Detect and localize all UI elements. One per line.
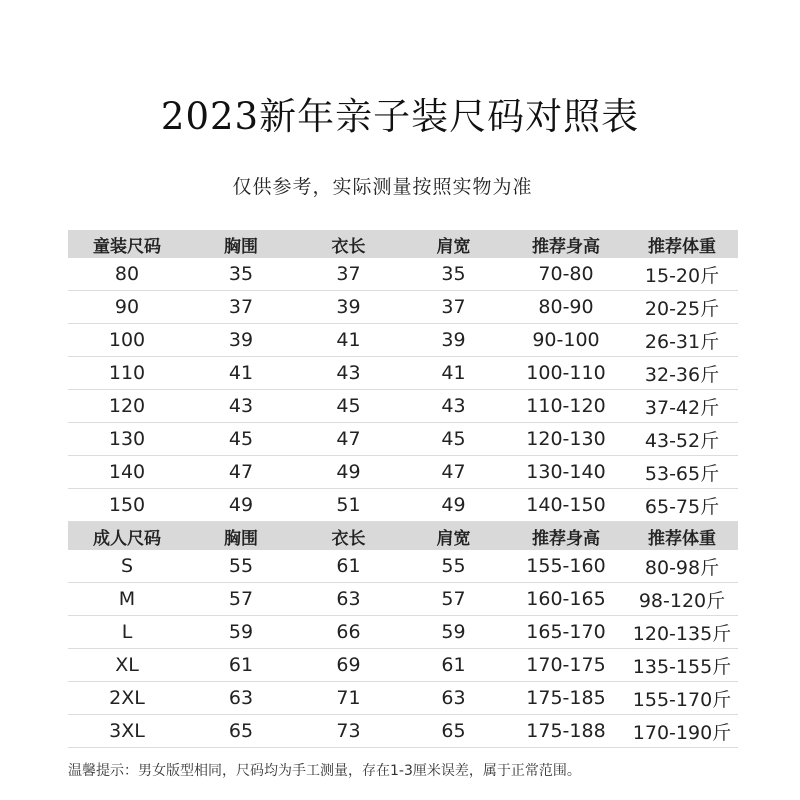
size-cell: 140 [108, 461, 146, 483]
chest-cell: 49 [228, 494, 254, 516]
length-cell: 39 [336, 296, 361, 318]
table-row [68, 649, 738, 682]
length-cell: 41 [336, 329, 361, 351]
weight-cell: 43-52斤 [644, 429, 720, 452]
height-cell: 80-90 [538, 296, 594, 318]
shoulder-cell: 65 [441, 720, 466, 742]
length-cell: 73 [336, 720, 361, 742]
header-shoulder: 肩宽 [436, 528, 471, 549]
size-cell: 90 [114, 296, 140, 318]
chest-cell: 39 [228, 329, 254, 351]
chest-cell: 45 [228, 428, 254, 450]
size-cell: 80 [114, 263, 140, 285]
header-chest: 胸围 [224, 236, 258, 257]
length-cell: 66 [336, 621, 361, 643]
header-length: 衣长 [331, 528, 366, 549]
header-height: 推荐身高 [532, 528, 600, 549]
shoulder-cell: 41 [441, 362, 466, 384]
weight-cell: 120-135斤 [632, 622, 732, 645]
table-row [68, 456, 738, 489]
weight-cell: 135-155斤 [632, 655, 732, 678]
chest-cell: 35 [228, 263, 254, 285]
size-cell: L [121, 621, 133, 643]
shoulder-cell: 59 [441, 621, 466, 643]
length-cell: 69 [336, 654, 361, 676]
shoulder-cell: 35 [441, 263, 466, 285]
chest-cell: 63 [228, 687, 254, 709]
height-cell: 160-165 [526, 588, 606, 610]
table-row [68, 258, 738, 291]
height-cell: 90-100 [532, 329, 600, 351]
chest-cell: 41 [228, 362, 254, 384]
table-row [68, 489, 738, 522]
chest-cell: 59 [228, 621, 254, 643]
header-weight: 推荐体重 [648, 236, 716, 257]
weight-cell: 37-42斤 [644, 396, 720, 419]
chest-cell: 57 [228, 588, 254, 610]
weight-cell: 15-20斤 [644, 264, 720, 287]
height-cell: 130-140 [526, 461, 606, 483]
height-cell: 175-185 [526, 687, 606, 709]
height-cell: 170-175 [526, 654, 606, 676]
length-cell: 43 [336, 362, 361, 384]
shoulder-cell: 43 [441, 395, 466, 417]
page-title: 2023新年亲子装尺码对照表 [160, 95, 640, 138]
length-cell: 51 [336, 494, 361, 516]
shoulder-cell: 61 [441, 654, 466, 676]
table-row [68, 715, 738, 748]
size-cell: 150 [108, 494, 146, 516]
height-cell: 140-150 [526, 494, 606, 516]
table-row [68, 423, 738, 456]
size-cell: 110 [108, 362, 146, 384]
weight-cell: 20-25斤 [644, 297, 720, 320]
header-size: 童装尺码 [93, 236, 161, 257]
height-cell: 120-130 [526, 428, 606, 450]
size-chart-table [68, 230, 738, 748]
size-cell: 130 [108, 428, 146, 450]
length-cell: 37 [336, 263, 361, 285]
length-cell: 61 [336, 555, 361, 577]
length-cell: 49 [336, 461, 361, 483]
adult-table-header [68, 522, 738, 550]
shoulder-cell: 37 [441, 296, 466, 318]
height-cell: 155-160 [526, 555, 606, 577]
weight-cell: 26-31斤 [644, 330, 720, 353]
page-subtitle: 仅供参考，实际测量按照实物为准 [232, 176, 533, 198]
size-cell: XL [115, 654, 139, 676]
size-cell: 2XL [109, 687, 145, 709]
size-cell: 100 [108, 329, 146, 351]
chest-cell: 65 [228, 720, 254, 742]
shoulder-cell: 47 [441, 461, 466, 483]
weight-cell: 53-65斤 [644, 462, 720, 485]
header-size: 成人尺码 [93, 528, 161, 549]
shoulder-cell: 57 [441, 588, 466, 610]
length-cell: 47 [336, 428, 361, 450]
shoulder-cell: 63 [441, 687, 466, 709]
chest-cell: 47 [228, 461, 254, 483]
weight-cell: 98-120斤 [638, 589, 726, 612]
chest-cell: 61 [228, 654, 254, 676]
size-cell: M [118, 588, 136, 610]
length-cell: 71 [336, 687, 361, 709]
chest-cell: 37 [228, 296, 254, 318]
chest-cell: 55 [228, 555, 254, 577]
table-row [68, 291, 738, 324]
weight-cell: 65-75斤 [644, 495, 720, 518]
header-weight: 推荐体重 [648, 528, 716, 549]
table-row [68, 616, 738, 649]
header-length: 衣长 [331, 236, 366, 257]
height-cell: 175-188 [526, 720, 606, 742]
size-cell: S [120, 555, 134, 577]
table-row [68, 583, 738, 616]
header-chest: 胸围 [224, 528, 258, 549]
weight-cell: 32-36斤 [644, 363, 720, 386]
weight-cell: 155-170斤 [632, 688, 732, 711]
table-row [68, 682, 738, 715]
footnote: 温馨提示：男女版型相同，尺码均为手工测量，存在1-3厘米误差，属于正常范围。 [68, 763, 581, 779]
header-shoulder: 肩宽 [436, 236, 471, 257]
height-cell: 70-80 [538, 263, 594, 285]
table-row [68, 550, 738, 583]
shoulder-cell: 45 [441, 428, 466, 450]
table-row [68, 324, 738, 357]
height-cell: 100-110 [526, 362, 606, 384]
kids-table-header [68, 230, 738, 258]
size-cell: 3XL [109, 720, 145, 742]
shoulder-cell: 49 [441, 494, 466, 516]
height-cell: 110-120 [526, 395, 606, 417]
table-row [68, 357, 738, 390]
header-height: 推荐身高 [532, 236, 600, 257]
length-cell: 45 [336, 395, 361, 417]
shoulder-cell: 39 [441, 329, 466, 351]
chest-cell: 43 [228, 395, 254, 417]
table-row [68, 390, 738, 423]
length-cell: 63 [336, 588, 361, 610]
size-cell: 120 [108, 395, 146, 417]
shoulder-cell: 55 [441, 555, 466, 577]
height-cell: 165-170 [526, 621, 606, 643]
weight-cell: 170-190斤 [632, 721, 732, 744]
weight-cell: 80-98斤 [644, 556, 720, 579]
